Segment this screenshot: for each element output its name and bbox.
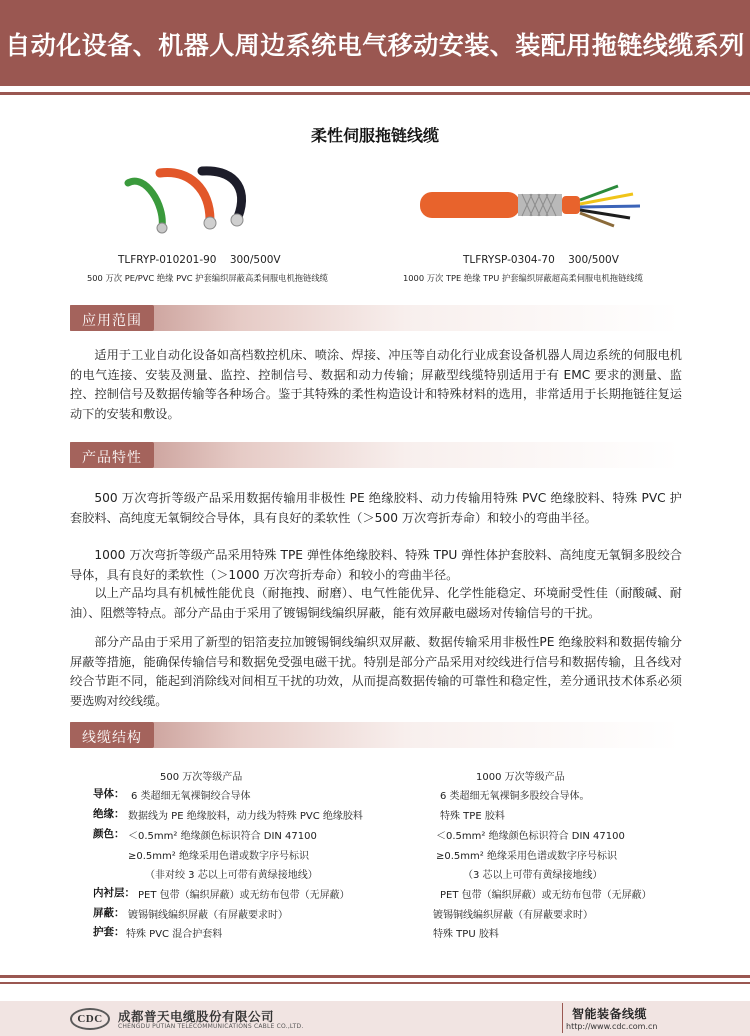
cable-image-2 — [418, 180, 648, 230]
footer-divider-top — [0, 975, 750, 978]
label-color: 颜色： — [93, 828, 125, 840]
green-cable-end — [157, 223, 167, 233]
col1-color-2: ≥0.5mm² 绝缘采用色谱或数字序号标识 — [128, 851, 309, 862]
col2-insulation: 特殊 TPE 胶料 — [440, 811, 505, 822]
structure-col1-heading: 500 万次等级产品 — [160, 772, 243, 783]
black-cable-end — [231, 214, 243, 226]
product-1-description: 500 万次 PE/PVC 绝缘 PVC 护套编织屏蔽高柔伺服电机拖链线缆 — [87, 273, 328, 283]
section-application-header — [70, 305, 680, 331]
section-features-title: 产品特性 — [82, 450, 142, 466]
inner-jacket — [562, 196, 580, 214]
col2-inner-layer: PET 包带（编织屏蔽）或无纺布包带（无屏蔽） — [440, 890, 652, 901]
col1-insulation: 数据线为 PE 绝缘胶料，动力线为特殊 PVC 绝缘胶料 — [128, 811, 363, 822]
structure-col2-heading: 1000 万次等级产品 — [476, 772, 565, 783]
col2-sheath: 特殊 TPU 胶料 — [433, 929, 499, 940]
product-2-model: TLFRYSP-0304-70 300/500V — [463, 254, 619, 266]
footer-url[interactable]: http://www.cdc.com.cn — [566, 1022, 658, 1031]
label-inner-layer: 内衬层： — [93, 887, 135, 899]
company-name-cn: 成都普天电缆股份有限公司 — [118, 1009, 275, 1024]
label-insulation: 绝缘： — [93, 808, 125, 820]
features-paragraph-1: 500 万次弯折等级产品采用数据传输用非极性 PE 绝缘胶料、动力传输用特殊 PVC 绝缘胶料、特殊 PVC 护套胶料、高纯度无氧铜绞合导体，具有良好的柔软性（＞500 万次弯折寿命）和较小的弯曲半径。 — [70, 491, 682, 525]
section-structure-header — [70, 722, 680, 748]
col1-color-1: ＜0.5mm² 绝缘颜色标识符合 DIN 47100 — [128, 831, 317, 842]
orange-cable — [160, 173, 210, 220]
col1-sheath: 特殊 PVC 混合护套料 — [126, 929, 223, 940]
section-application-title: 应用范围 — [82, 313, 142, 329]
footer-separator — [562, 1003, 563, 1033]
product-2-description: 1000 万次 TPE 绝缘 TPU 护套编织屏蔽超高柔伺服电机拖链线缆 — [403, 273, 643, 283]
page-header — [0, 0, 750, 86]
col1-conductor: 6 类超细无氧裸铜绞合导体 — [131, 791, 251, 802]
product-title: 柔性伺服拖链线缆 — [310, 126, 439, 145]
label-sheath: 护套： — [93, 926, 125, 938]
company-logo-text: CDC — [77, 1013, 103, 1025]
features-paragraph-3: 以上产品均具有机械性能优良（耐拖拽、耐磨）、电气性能优异、化学性能稳定、环境耐受性佳（耐酸碱、耐油）、阻燃等特点。部分产品由于采用了镀锡铜线编织屏蔽，能有效屏蔽电磁场对传输信号的干扰。 — [70, 586, 682, 620]
col1-color-3: （非对绞 3 芯以上可带有黄绿接地线） — [145, 870, 318, 881]
header-divider — [0, 92, 750, 95]
company-name-en: CHENGDU PUTIAN TELECOMMUNICATIONS CABLE CO.,LTD. — [118, 1023, 304, 1030]
green-cable — [128, 181, 162, 227]
col2-shield: 镀锡铜线编织屏蔽（有屏蔽要求时） — [433, 910, 593, 921]
company-logo — [70, 1008, 110, 1030]
label-conductor: 导体： — [93, 788, 125, 800]
cable-image-1 — [120, 165, 270, 235]
col2-color-1: ＜0.5mm² 绝缘颜色标识符合 DIN 47100 — [436, 831, 625, 842]
col2-color-2: ≥0.5mm² 绝缘采用色谱或数字序号标识 — [436, 851, 617, 862]
col2-color-3: （3 芯以上可带有黄绿接地线） — [463, 870, 603, 881]
features-paragraph-4: 部分产品由于采用了新型的铝箔麦拉加镀锡铜线编织双屏蔽、数据传输采用非极性PE 绝缘胶料和数据传输分屏蔽等措施，能确保传输信号和数据免受强电磁干扰。特别是部分产品采用对绞线进行信号和数据传输，且各线对绞合节距不同，能起到消除线对间相互干扰的功效，从而提高数据传输的可靠性和稳定性，差分通讯技术体系必须要选购对绞线缆。 — [70, 635, 682, 708]
orange-cable-end — [204, 217, 216, 229]
col1-inner-layer: PET 包带（编织屏蔽）或无纺布包带（无屏蔽） — [138, 890, 350, 901]
footer-divider-bottom — [0, 982, 750, 984]
orange-jacket — [420, 192, 520, 218]
application-paragraph: 适用于工业自动化设备如高档数控机床、喷涂、焊接、冲压等自动化行业成套设备机器人周边系统的伺服电机的电气连接、安装及测量、监控、控制信号、数据和动力传输；屏蔽型线缆特别适用于有 EMC 要求的测量、监控、控制信号及数据传输等各种场合。鉴于其特殊的柔性构造设计和特殊材料的选用，非常适用于长期拖链往复运动下的安装和敷设。 — [70, 348, 682, 421]
features-paragraph-2: 1000 万次弯折等级产品采用特殊 TPE 弹性体绝缘胶料、特殊 TPU 弹性体护套胶料、高纯度无氧铜多股绞合导体，具有良好的柔软性（＞1000 万次弯折寿命）和较小的弯曲半径。 — [70, 548, 682, 582]
section-features-header — [70, 442, 680, 468]
footer-brand: 智能装备线缆 — [572, 1007, 648, 1021]
col1-shield: 镀锡铜线编织屏蔽（有屏蔽要求时） — [128, 910, 288, 921]
label-shield: 屏蔽： — [93, 907, 125, 919]
product-1-model: TLFRYP-010201-90 300/500V — [118, 254, 281, 266]
header-title: 自动化设备、机器人周边系统电气移动安装、装配用拖链线缆系列 — [5, 31, 745, 60]
section-structure-title: 线缆结构 — [82, 730, 142, 746]
col2-conductor: 6 类超细无氧裸铜多股绞合导体。 — [440, 791, 590, 802]
